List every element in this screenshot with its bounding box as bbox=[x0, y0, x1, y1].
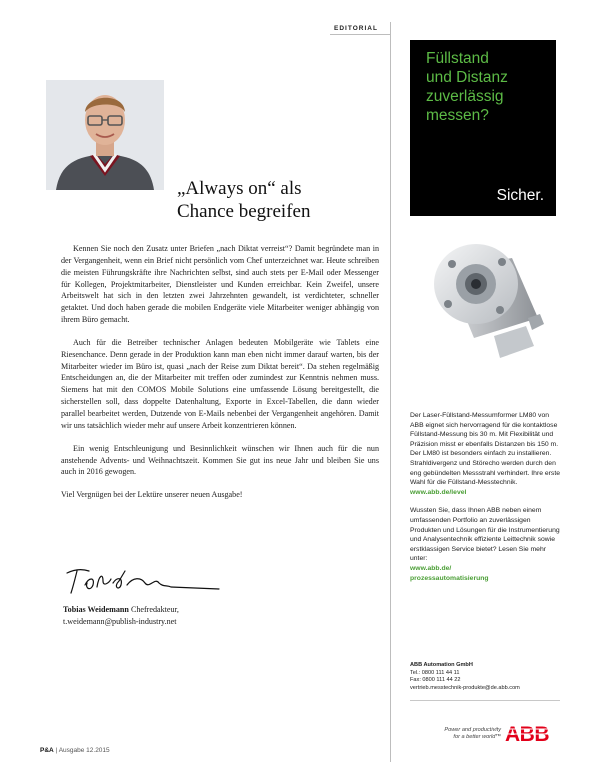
ad-body-2: Wussten Sie, dass Ihnen ABB neben einem umfassenden Portfolio an zuverlässigen Produkten und Lösungen für die Instrumentierung und Analysentechnik effiziente Leittechnik sowie erstklassigen Service bietet? Lesen Sie mehr unter: bbox=[410, 507, 560, 563]
page-footer: P&A | Ausgabe 12.2015 bbox=[40, 747, 110, 754]
ad-headline: Füllstand und Distanz zuverlässig messen? bbox=[426, 50, 508, 124]
abb-logo bbox=[504, 722, 556, 744]
author-role: Chefredakteur, bbox=[130, 605, 179, 614]
ad-divider bbox=[410, 700, 560, 701]
ad-slogan bbox=[414, 727, 501, 741]
ad-link-automation-2[interactable]: prozessautomatisierung bbox=[410, 574, 489, 582]
author-portrait bbox=[46, 80, 164, 190]
headline-line-1: „Always on“ als bbox=[177, 178, 302, 199]
ad-company: ABB Automation GmbH bbox=[410, 662, 473, 668]
article-body bbox=[61, 243, 379, 512]
author-block bbox=[63, 604, 179, 628]
author-signature bbox=[63, 563, 223, 599]
portrait-illustration bbox=[46, 80, 164, 190]
ad-link-automation-1[interactable]: www.abb.de/ bbox=[410, 564, 452, 572]
ad-fax: Fax: 0800 111 44 22 bbox=[410, 677, 461, 684]
article-paragraph: Kennen Sie noch den Zusatz unter Briefen „nach Diktat verreist“? Damit begründete man in der Vergangenheit, wenn ein Brief nicht persönlich vom Chef unterzeichnet war. Heute schreiben die meisten Führungskräfte ihre Nachrichten selbst, sind auch stets per E-Mail oder Messenger für Kollegen, Projektmitarbeiter, Dienstleister und Kunden erreichbar. Kein Zweifel, unsere Arbeitswelt hat sich in den letzten zwei Jahrzehnten gewandelt, ist verdichteter, schneller getaktet. Und doch haben gerade die mobilen Endgeräte viele Mitarbeiter weniger abhängig von ihrem Büro gemacht. bbox=[61, 244, 379, 325]
footer-issue: Ausgabe 12.2015 bbox=[58, 747, 110, 754]
ad-slogan-line-2: for a better world™ bbox=[453, 734, 501, 740]
article-paragraph: Ein wenig Entschleunigung und Besinnlichkeit wünschen wir Ihnen auch für die nun anstehende Advents- und Weihnachtszeit. Kommen Sie gut ins neue Jahr und bleiben Sie uns auch in 2016 gewogen. bbox=[61, 443, 379, 477]
article-paragraph: Auch für die Betreiber technischer Anlagen bedeuten Mobilgeräte wie Tablets eine Riesenchance. Denn gerade in der Produktion kann man eben nicht immer darauf warten, bis der Mitarbeiter wieder im Büro ist, quasi „nach der Reise zum Diktat bereit“. Da stehen regelmäßig Entscheidungen an, die der Mitarbeiter mit treffen oder zumindest zur Kenntnis nehmen muss. Siemens hat mit den COMOS Mobile Solutions eine umfassende Lösung bereitgestellt, die sicherstellen soll, dass doppelte Datenhaltung, Exporte in Excel-Tabellen, die dann wieder parallel bearbeitet werden, Dutzende von E-Mails nebenbei der Vergangenheit angehören. Damit wir uns tatsächlich wieder mehr auf unsere Arbeit konzentrieren können. bbox=[61, 337, 379, 430]
laser-sensor-product-image bbox=[400, 218, 566, 398]
article-headline bbox=[177, 177, 310, 223]
ad-body-1: Der Laser-Füllstand-Messumformer LM80 von ABB eignet sich hervorragend für die kontaktlose Füllstand-Messung bis 30 m. Mit Flexibilität und Präzision misst er ebenfalls Distanzen bis 150 m. Der LM80 ist besonders einfach zu installieren. Strahldivergenz und Störecho werden durch den eng gebündelten Messstrahl verhindert. Ihre erste Wahl für die Füllstand-Messtechnik. bbox=[410, 412, 560, 487]
footer-brand: P&A bbox=[40, 747, 54, 754]
ad-slogan-line-1: Power and productivity bbox=[444, 727, 501, 733]
section-divider bbox=[330, 34, 390, 35]
ad-link-level[interactable]: www.abb.de/level bbox=[410, 488, 467, 496]
ad-text bbox=[410, 411, 560, 592]
svg-text:ABB: ABB bbox=[505, 723, 549, 744]
ad-tel: Tel.: 0800 111 44 11 bbox=[410, 669, 460, 676]
ad-banner bbox=[410, 40, 556, 216]
ad-claim: Sicher. bbox=[496, 187, 544, 204]
section-label: EDITORIAL bbox=[334, 25, 378, 32]
column-divider bbox=[390, 22, 391, 762]
ad-email[interactable]: vertrieb.messtechnik-produkte@de.abb.com bbox=[410, 684, 520, 691]
headline-line-2: Chance begreifen bbox=[177, 201, 311, 222]
author-name: Tobias Weidemann bbox=[63, 605, 129, 614]
ad-contact bbox=[410, 662, 560, 692]
article-closing: Viel Vergnügen bei der Lektüre unserer neuen Ausgabe! bbox=[61, 490, 243, 500]
author-email[interactable]: t.weidemann@publish-industry.net bbox=[63, 617, 177, 626]
